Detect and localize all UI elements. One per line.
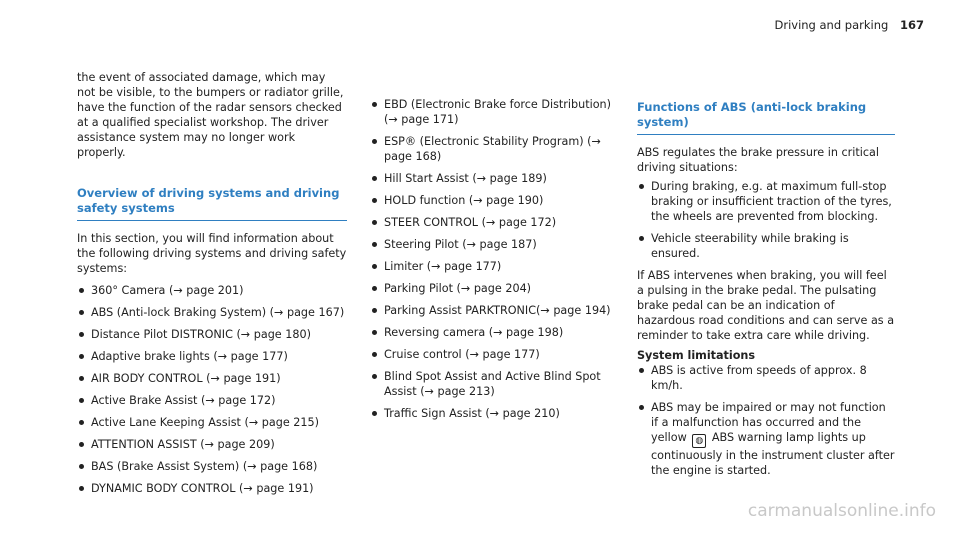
overview-paragraph: In this section, you will find information about the following driving systems and driving safety systems: xyxy=(77,232,347,275)
list-item: Blind Spot Assist and Active Blind Spot Assist (→ page 213) xyxy=(370,369,628,399)
list-item: Distance Pilot DISTRONIC (→ page 180) xyxy=(77,327,347,342)
list-item: STEER CONTROL (→ page 172) xyxy=(370,215,628,230)
list-item: EBD (Electronic Brake force Distribution) (→ page 171) xyxy=(370,97,628,127)
page-header xyxy=(774,18,924,33)
abs-paragraph-2: If ABS intervenes when braking, you will feel a pulsing in the brake pedal. The pulsating brake pedal can be an indication of hazardous road conditions and can serve as a reminder to take extra care while driving. xyxy=(637,269,895,342)
list-item: Vehicle steerability while braking is ensured. xyxy=(637,231,895,261)
column-right xyxy=(637,100,895,478)
list-item: ATTENTION ASSIST (→ page 209) xyxy=(77,437,347,452)
list-item: Parking Assist PARKTRONIC(→ page 194) xyxy=(370,303,628,318)
watermark: carmanualsonline.info xyxy=(747,501,936,521)
abs-paragraph-1: ABS regulates the brake pressure in critical driving situations: xyxy=(637,146,879,174)
list-item: Limiter (→ page 177) xyxy=(370,259,628,274)
list-item: DYNAMIC BODY CONTROL (→ page 191) xyxy=(77,481,347,496)
systems-list-1 xyxy=(77,283,347,496)
list-item: Active Brake Assist (→ page 172) xyxy=(77,393,347,408)
list-item xyxy=(637,400,895,478)
column-left xyxy=(77,70,347,496)
abs-list-1 xyxy=(637,179,895,261)
system-limitations-heading: System limitations xyxy=(637,349,756,362)
list-item: ABS (Anti-lock Braking System) (→ page 167) xyxy=(77,305,347,320)
abs-list-2 xyxy=(637,363,895,478)
list-item: ESP® (Electronic Stability Program) (→ page 168) xyxy=(370,134,628,164)
list-item: Adaptive brake lights (→ page 177) xyxy=(77,349,347,364)
page-number: 167 xyxy=(899,18,924,32)
section-title: Driving and parking xyxy=(774,18,889,32)
list-item: 360° Camera (→ page 201) xyxy=(77,283,347,298)
column-middle xyxy=(370,97,628,421)
list-item: Reversing camera (→ page 198) xyxy=(370,325,628,340)
list-item: ABS is active from speeds of approx. 8 km/h. xyxy=(637,363,895,393)
abs-item-text-before: ABS may be impaired or may not function if a malfunction has occurred and the yellow xyxy=(651,401,886,444)
list-item: AIR BODY CONTROL (→ page 191) xyxy=(77,371,347,386)
section-heading-abs: Functions of ABS (anti-lock braking system) xyxy=(637,100,895,135)
abs-warning-icon: ◍ xyxy=(692,434,706,448)
list-item: Active Lane Keeping Assist (→ page 215) xyxy=(77,415,347,430)
list-item: HOLD function (→ page 190) xyxy=(370,193,628,208)
list-item: Traffic Sign Assist (→ page 210) xyxy=(370,406,628,421)
section-heading-overview: Overview of driving systems and driving safety systems xyxy=(77,186,347,221)
intro-paragraph: the event of associated damage, which may not be visible, to the bumpers or radiator grille, have the function of the radar sensors checked at a qualified specialist workshop. The driver assistance system may no longer work properly. xyxy=(77,71,344,159)
list-item: During braking, e.g. at maximum full-stop braking or insufficient traction of the tyres, the wheels are prevented from blocking. xyxy=(637,179,895,224)
list-item: BAS (Brake Assist System) (→ page 168) xyxy=(77,459,347,474)
list-item: Hill Start Assist (→ page 189) xyxy=(370,171,628,186)
list-item: Steering Pilot (→ page 187) xyxy=(370,237,628,252)
list-item: Parking Pilot (→ page 204) xyxy=(370,281,628,296)
systems-list-2 xyxy=(370,97,628,421)
abs-item-text-after: ABS warning lamp lights up continuously in the instrument cluster after the engine is started. xyxy=(651,431,895,477)
list-item: Cruise control (→ page 177) xyxy=(370,347,628,362)
